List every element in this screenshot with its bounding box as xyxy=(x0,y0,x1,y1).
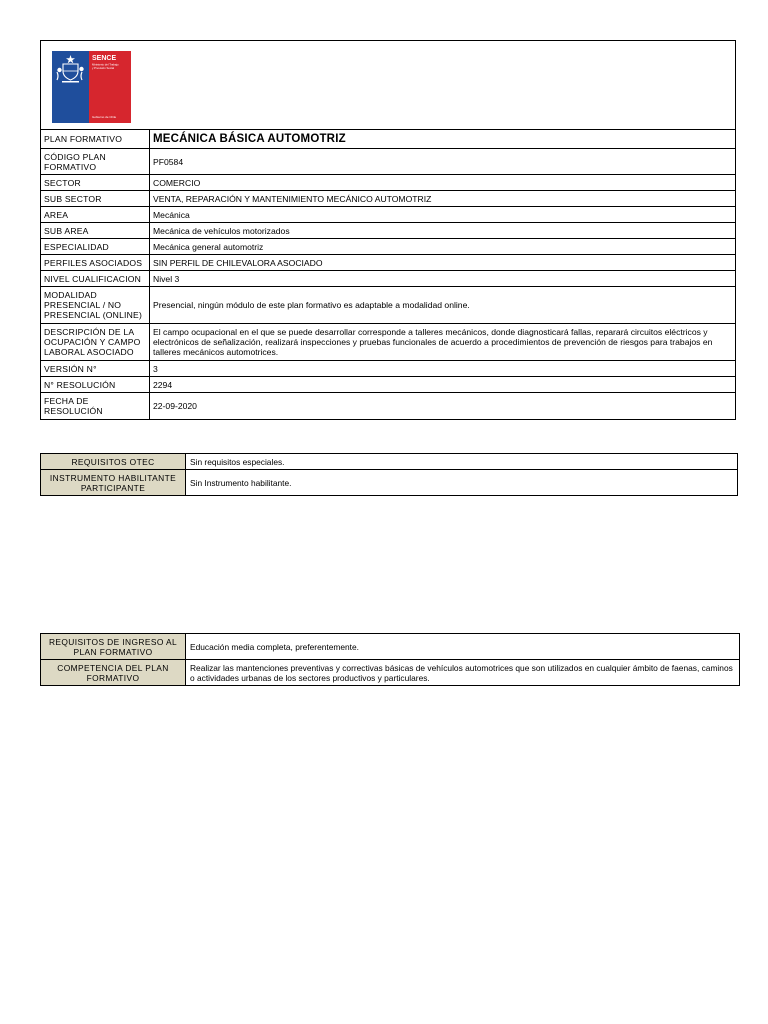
plan-info-table xyxy=(41,129,735,419)
requisitos-ingreso-label: REQUISITOS DE INGRESO AL PLAN FORMATIVO xyxy=(41,634,186,660)
row-value: Nivel 3 xyxy=(150,271,736,287)
table-row xyxy=(41,223,735,239)
table-row xyxy=(41,470,738,496)
svg-text:y Previsión Social: y Previsión Social xyxy=(92,66,115,70)
entry-requirements-table xyxy=(40,633,740,686)
row-label: ESPECIALIDAD xyxy=(41,239,150,255)
row-value: COMERCIO xyxy=(150,175,736,191)
row-value: Presencial, ningún módulo de este plan formativo es adaptable a modalidad online. xyxy=(150,287,736,324)
plan-title: MECÁNICA BÁSICA AUTOMOTRIZ xyxy=(150,130,736,149)
row-label: FECHA DE RESOLUCIÓN xyxy=(41,393,150,419)
row-label: PERFILES ASOCIADOS xyxy=(41,255,150,271)
row-value: 3 xyxy=(150,361,736,377)
logo-brand: SENCE xyxy=(92,55,117,62)
row-label: SUB SECTOR xyxy=(41,191,150,207)
row-label: CÓDIGO PLAN FORMATIVO xyxy=(41,149,150,175)
competencia-value: Realizar las mantenciones preventivas y correctivas básicas de vehículos automotrices que son utilizados en cualquier ámbito de faenas, caminos o actividades urbanas de los sectores productivos y particulares. xyxy=(186,660,740,686)
table-row xyxy=(41,207,735,223)
table-row xyxy=(41,191,735,207)
table-row xyxy=(41,454,738,470)
table-row xyxy=(41,361,735,377)
plan-info-block xyxy=(40,40,736,420)
row-label: MODALIDAD PRESENCIAL / NO PRESENCIAL (ONLINE) xyxy=(41,287,150,324)
table-row xyxy=(41,660,740,686)
row-value: VENTA, REPARACIÓN Y MANTENIMIENTO MECÁNICO AUTOMOTRIZ xyxy=(150,191,736,207)
table-row xyxy=(41,239,735,255)
svg-text:Ministerio del Trabajo: Ministerio del Trabajo xyxy=(92,62,119,67)
table-row xyxy=(41,130,735,149)
requisitos-ingreso-value: Educación media completa, preferentemente. xyxy=(186,634,740,660)
table-row xyxy=(41,324,735,361)
table-row xyxy=(41,255,735,271)
requisitos-otec-value: Sin requisitos especiales. xyxy=(186,454,738,470)
row-label: DESCRIPCIÓN DE LA OCUPACIÓN Y CAMPO LABORAL ASOCIADO xyxy=(41,324,150,361)
row-label: VERSIÓN N° xyxy=(41,361,150,377)
row-label: SECTOR xyxy=(41,175,150,191)
row-value: Mecánica de vehículos motorizados xyxy=(150,223,736,239)
sence-logo xyxy=(52,51,131,123)
table-row xyxy=(41,634,740,660)
requisitos-otec-label: REQUISITOS OTEC xyxy=(41,454,186,470)
instrumento-habilitante-value: Sin Instrumento habilitante. xyxy=(186,470,738,496)
row-value: Mecánica general automotriz xyxy=(150,239,736,255)
row-value: 22-09-2020 xyxy=(150,393,736,419)
table-row xyxy=(41,149,735,175)
row-value: El campo ocupacional en el que se puede desarrollar corresponde a talleres mecánicos, donde diagnosticará fallas, reparará circuitos eléctricos y electrónicos de señalización, realizará inspecciones y pruebas funcionales de acuerdo a procedimientos de prevención de riesgos para trabajos en talleres mecánicos automotrices. xyxy=(150,324,736,361)
table-row xyxy=(41,175,735,191)
table-row xyxy=(41,393,735,419)
row-value: PF0584 xyxy=(150,149,736,175)
row-value: Mecánica xyxy=(150,207,736,223)
row-value: 2294 xyxy=(150,377,736,393)
competencia-label: COMPETENCIA DEL PLAN FORMATIVO xyxy=(41,660,186,686)
row-label: N° RESOLUCIÓN xyxy=(41,377,150,393)
otec-requirements-table xyxy=(40,453,738,496)
table-row xyxy=(41,271,735,287)
logo-area xyxy=(41,41,735,129)
logo-footer: Gobierno de Chile xyxy=(92,115,117,119)
table-row xyxy=(41,287,735,324)
instrumento-habilitante-label: INSTRUMENTO HABILITANTE PARTICIPANTE xyxy=(41,470,186,496)
row-value: SIN PERFIL DE CHILEVALORA ASOCIADO xyxy=(150,255,736,271)
row-label: SUB AREA xyxy=(41,223,150,239)
row-label: NIVEL CUALIFICACION xyxy=(41,271,150,287)
table-row xyxy=(41,377,735,393)
row-label: AREA xyxy=(41,207,150,223)
row-label: PLAN FORMATIVO xyxy=(41,130,150,149)
